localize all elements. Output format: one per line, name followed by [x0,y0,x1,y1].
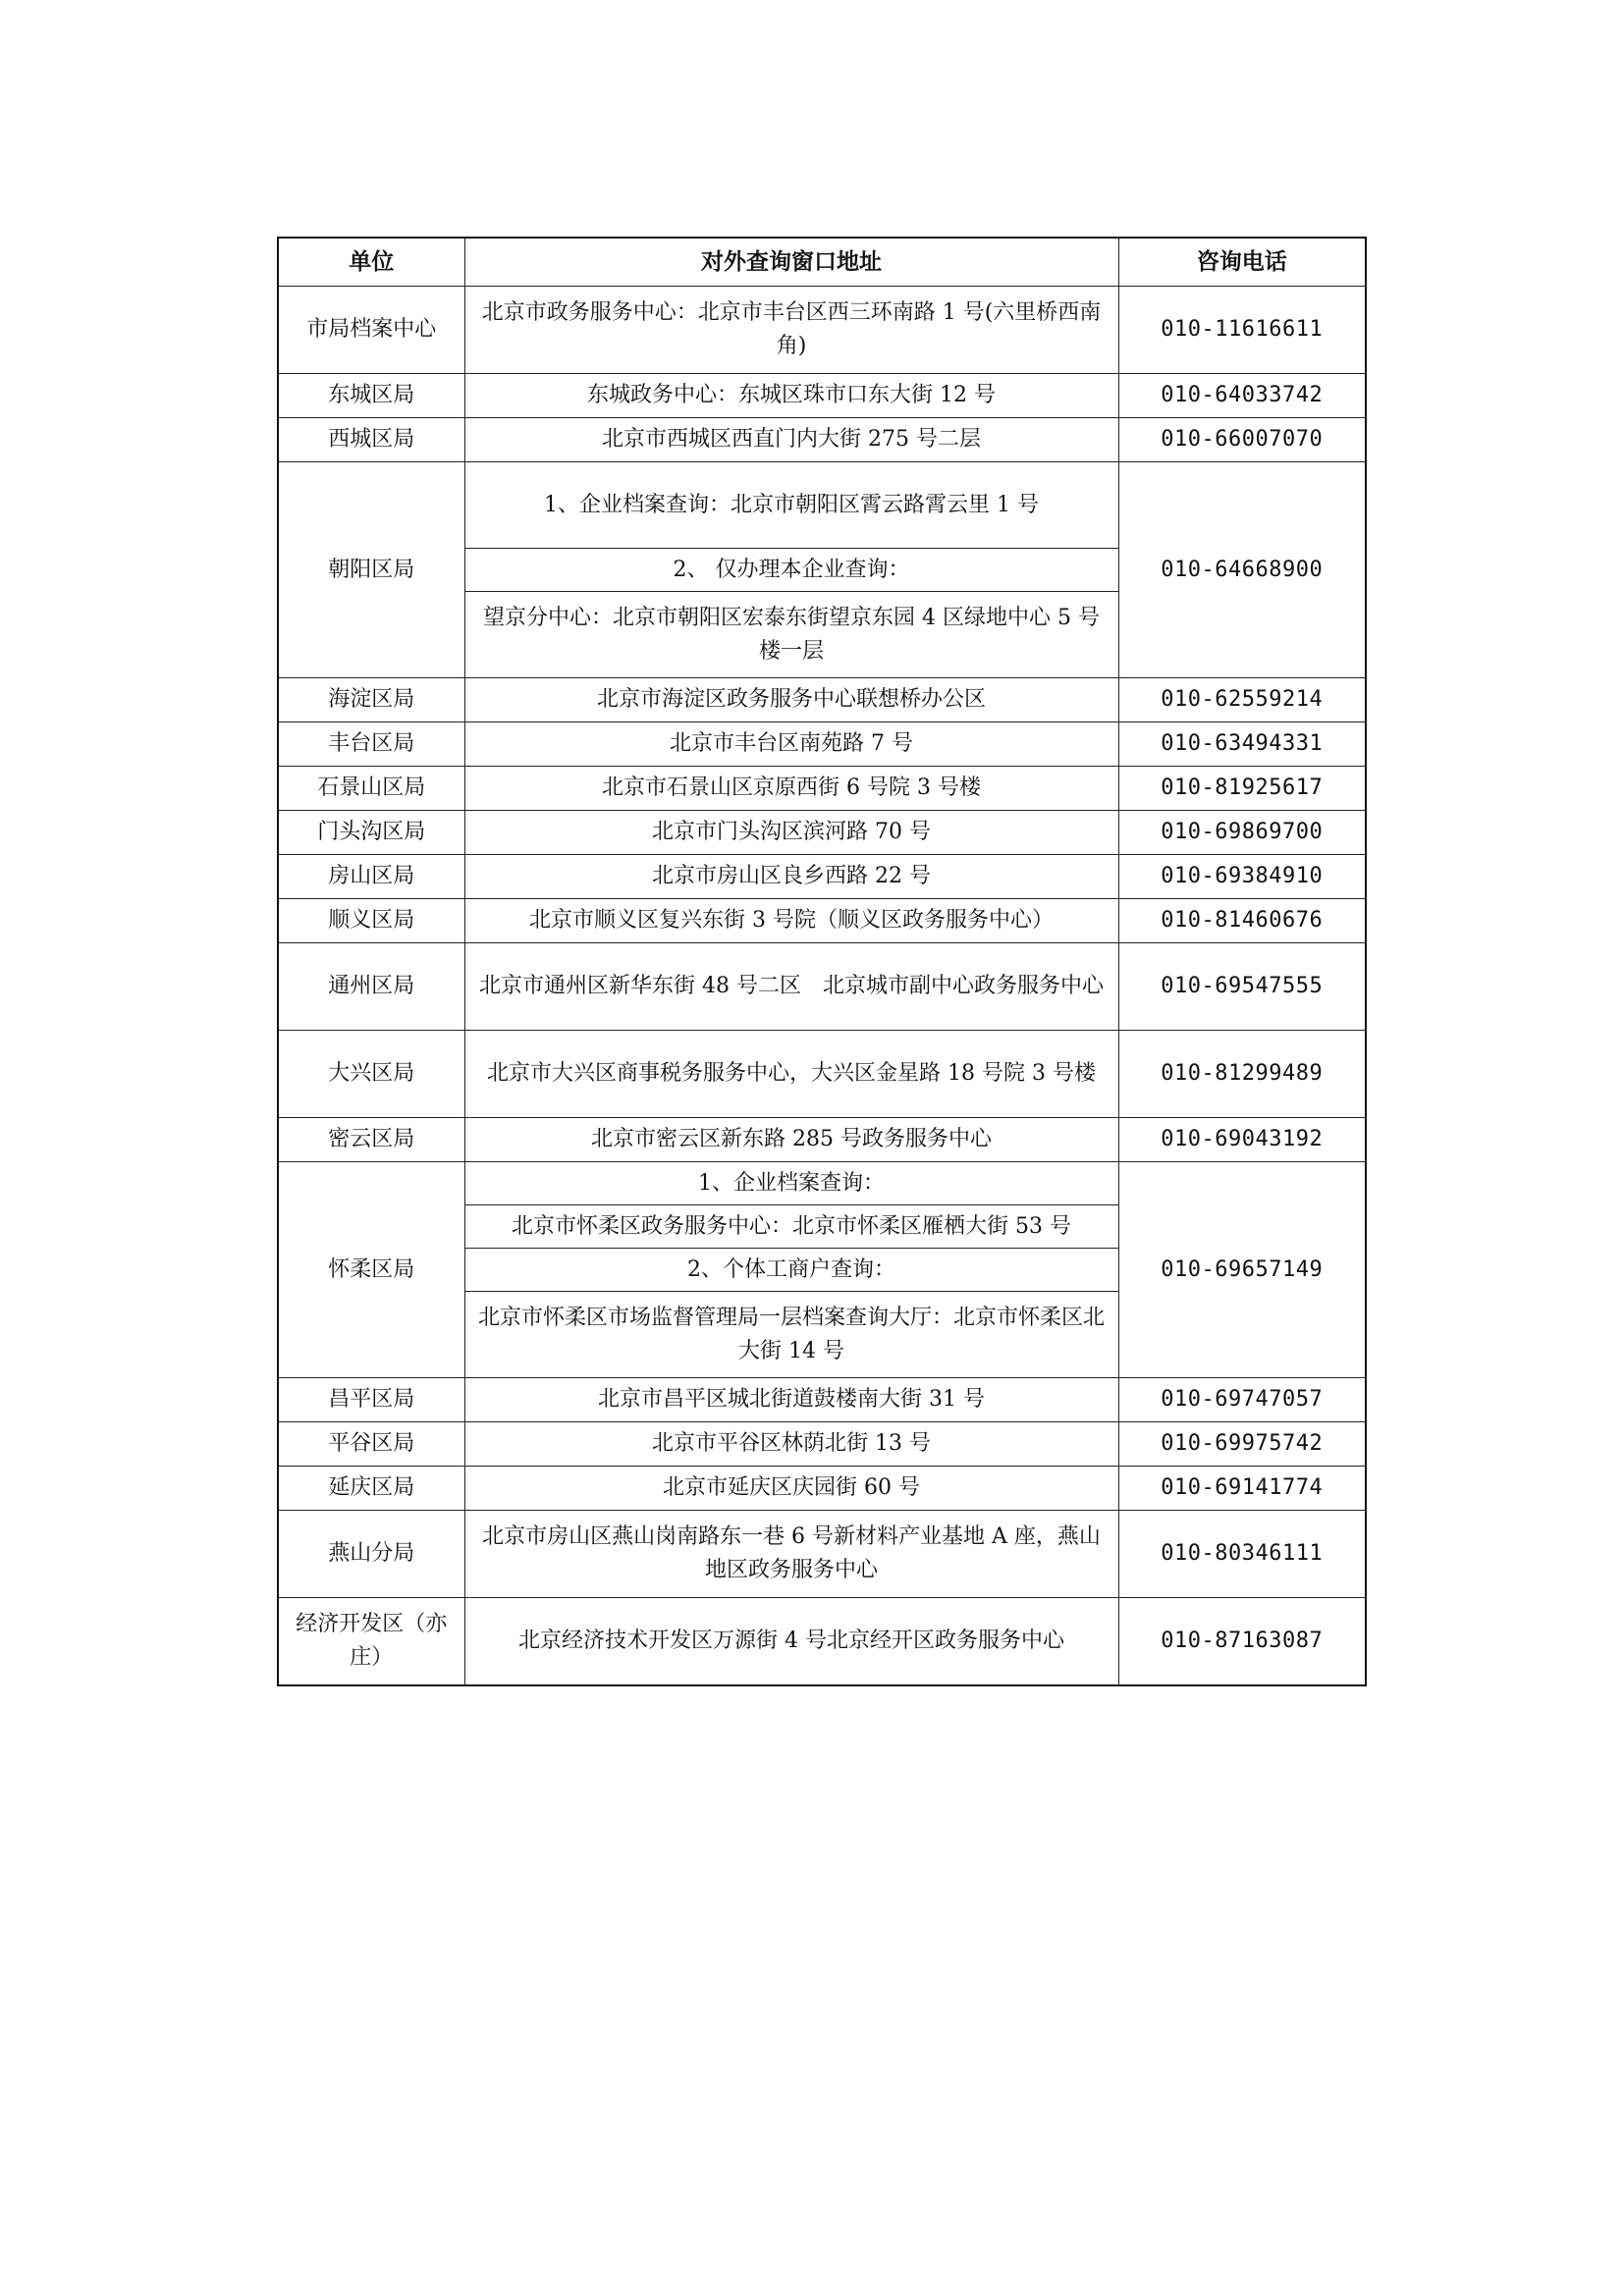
phone-cell: 010-81925617 [1118,767,1366,811]
table-row [278,722,1366,767]
unit-cell: 经济开发区（亦庄） [278,1598,464,1686]
table-row [278,374,1366,418]
archive-query-table [277,237,1367,1686]
address-subcell: 1、企业档案查询： [464,1162,1118,1205]
address-cell: 北京市顺义区复兴东街 3 号院（顺义区政务服务中心） [464,899,1118,943]
address-subcell: 望京分中心：北京市朝阳区宏泰东街望京东园 4 区绿地中心 5 号楼一层 [464,592,1118,678]
unit-cell: 海淀区局 [278,678,464,722]
table-row [278,1511,1366,1598]
address-cell: 北京市通州区新华东街 48 号二区 北京城市副中心政务服务中心 [464,943,1118,1031]
header-address: 对外查询窗口地址 [464,238,1118,287]
table-row [278,1467,1366,1511]
unit-cell: 密云区局 [278,1118,464,1162]
unit-cell: 通州区局 [278,943,464,1031]
unit-cell: 怀柔区局 [278,1162,464,1378]
phone-cell: 010-11616611 [1118,287,1366,374]
table-row [278,462,1366,549]
table-row [278,678,1366,722]
unit-cell: 朝阳区局 [278,462,464,678]
address-cell: 北京市平谷区林荫北街 13 号 [464,1422,1118,1467]
unit-cell: 市局档案中心 [278,287,464,374]
phone-cell: 010-69384910 [1118,855,1366,899]
unit-cell: 昌平区局 [278,1378,464,1422]
phone-cell: 010-63494331 [1118,722,1366,767]
address-cell: 北京市房山区燕山岗南路东一巷 6 号新材料产业基地 A 座，燕山地区政务服务中心 [464,1511,1118,1598]
phone-cell: 010-62559214 [1118,678,1366,722]
table-row [278,943,1366,1031]
address-subcell: 北京市怀柔区政务服务中心：北京市怀柔区雁栖大街 53 号 [464,1205,1118,1249]
table-row [278,1378,1366,1422]
table-row [278,1031,1366,1118]
unit-cell: 房山区局 [278,855,464,899]
address-cell: 北京市西城区西直门内大街 275 号二层 [464,418,1118,462]
phone-cell: 010-81299489 [1118,1031,1366,1118]
unit-cell: 大兴区局 [278,1031,464,1118]
table-row [278,899,1366,943]
table-row [278,1162,1366,1205]
address-subcell: 北京市怀柔区市场监督管理局一层档案查询大厅：北京市怀柔区北大街 14 号 [464,1292,1118,1378]
address-subcell: 2、 仅办理本企业查询： [464,549,1118,592]
address-cell: 北京市石景山区京原西街 6 号院 3 号楼 [464,767,1118,811]
table-row [278,1422,1366,1467]
address-cell: 北京市大兴区商事税务服务中心，大兴区金星路 18 号院 3 号楼 [464,1031,1118,1118]
phone-cell: 010-81460676 [1118,899,1366,943]
unit-cell: 东城区局 [278,374,464,418]
address-cell: 北京市房山区良乡西路 22 号 [464,855,1118,899]
address-cell: 北京市昌平区城北街道鼓楼南大街 31 号 [464,1378,1118,1422]
unit-cell: 燕山分局 [278,1511,464,1598]
phone-cell: 010-66007070 [1118,418,1366,462]
address-cell: 北京市密云区新东路 285 号政务服务中心 [464,1118,1118,1162]
unit-cell: 平谷区局 [278,1422,464,1467]
address-subcell: 2、个体工商户查询： [464,1249,1118,1292]
address-cell: 北京市海淀区政务服务中心联想桥办公区 [464,678,1118,722]
table-row [278,767,1366,811]
header-unit: 单位 [278,238,464,287]
phone-cell: 010-69547555 [1118,943,1366,1031]
phone-cell: 010-69975742 [1118,1422,1366,1467]
table-row [278,855,1366,899]
table-header-row [278,238,1366,287]
unit-cell: 丰台区局 [278,722,464,767]
phone-cell: 010-69141774 [1118,1467,1366,1511]
address-cell: 北京经济技术开发区万源街 4 号北京经开区政务服务中心 [464,1598,1118,1686]
unit-cell: 延庆区局 [278,1467,464,1511]
unit-cell: 西城区局 [278,418,464,462]
address-subcell: 1、企业档案查询：北京市朝阳区霄云路霄云里 1 号 [464,462,1118,549]
phone-cell: 010-69869700 [1118,811,1366,855]
address-cell: 北京市政务服务中心：北京市丰台区西三环南路 1 号(六里桥西南角) [464,287,1118,374]
unit-cell: 石景山区局 [278,767,464,811]
unit-cell: 顺义区局 [278,899,464,943]
address-cell: 东城政务中心：东城区珠市口东大街 12 号 [464,374,1118,418]
header-phone: 咨询电话 [1118,238,1366,287]
table-row [278,287,1366,374]
address-cell: 北京市延庆区庆园街 60 号 [464,1467,1118,1511]
address-cell: 北京市门头沟区滨河路 70 号 [464,811,1118,855]
phone-cell: 010-69043192 [1118,1118,1366,1162]
table-row [278,811,1366,855]
phone-cell: 010-80346111 [1118,1511,1366,1598]
phone-cell: 010-87163087 [1118,1598,1366,1686]
table-row [278,1598,1366,1686]
phone-cell: 010-69747057 [1118,1378,1366,1422]
phone-cell: 010-64033742 [1118,374,1366,418]
phone-cell: 010-69657149 [1118,1162,1366,1378]
table-row [278,418,1366,462]
table-row [278,1118,1366,1162]
address-cell: 北京市丰台区南苑路 7 号 [464,722,1118,767]
phone-cell: 010-64668900 [1118,462,1366,678]
unit-cell: 门头沟区局 [278,811,464,855]
